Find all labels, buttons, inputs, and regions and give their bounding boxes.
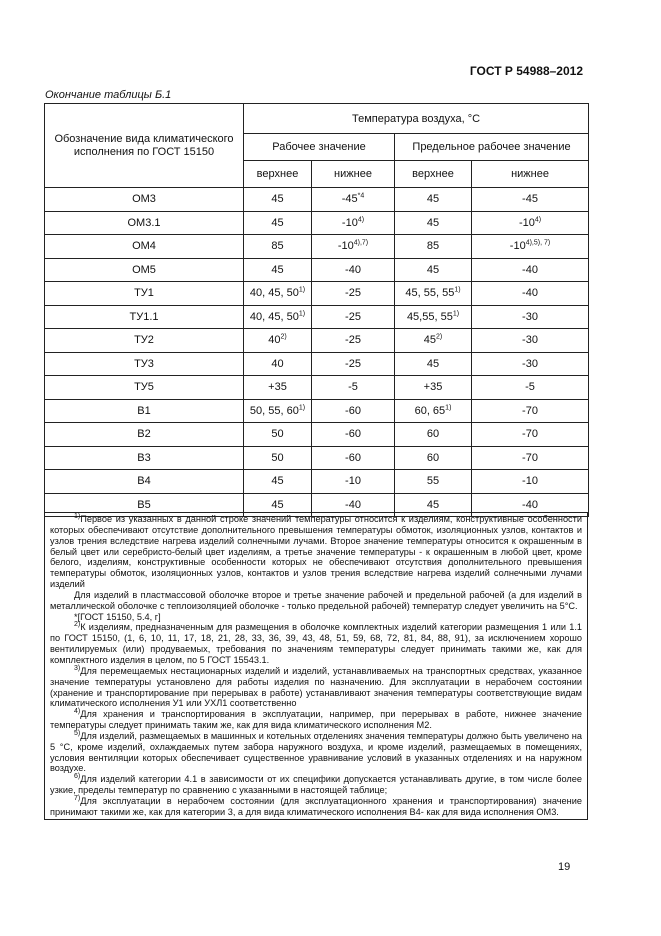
climate-type-cell: ОМ4: [45, 235, 244, 259]
limit-upper-cell: 45$^{2)}$: [395, 329, 472, 353]
working-upper-cell: 50: [244, 446, 312, 470]
working-lower-cell: -25: [312, 305, 395, 329]
limit-lower-cell: -30: [472, 329, 589, 353]
table-row: [45, 352, 589, 376]
standard-code: ГОСТ Р 54988–2012: [469, 64, 583, 78]
working-lower-cell: -45$^{*4}$: [312, 188, 395, 212]
climate-temperature-table: [44, 103, 589, 517]
table-row: [45, 329, 589, 353]
working-lower-cell: -25: [312, 352, 395, 376]
working-lower-cell: -25: [312, 329, 395, 353]
working-upper-cell: 50: [244, 423, 312, 447]
working-value-header: Рабочее значение: [244, 134, 395, 161]
working-upper-cell: +35: [244, 376, 312, 400]
working-lower-header: нижнее: [312, 161, 395, 188]
climate-type-cell: ТУ1: [45, 282, 244, 306]
limit-lower-cell: -45: [472, 188, 589, 212]
working-upper-cell: 40, 45, 50$^{1)}$: [244, 282, 312, 306]
limit-lower-cell: -10$^{4)}$: [472, 211, 589, 235]
limit-lower-cell: -40: [472, 493, 589, 517]
working-upper-header: верхнее: [244, 161, 312, 188]
climate-type-cell: ТУ5: [45, 376, 244, 400]
table-row: [45, 211, 589, 235]
table-row: [45, 376, 589, 400]
table-row: [45, 446, 589, 470]
limit-lower-cell: -40: [472, 258, 589, 282]
limit-upper-cell: 45: [395, 258, 472, 282]
air-temperature-header: Температура воздуха, °С: [244, 104, 589, 134]
footnote-1-plastic: Для изделий в пластмассовой оболочке второе и третье значение рабочей и предельной рабочей (а для изделий в металлической оболочке с теплоизоляцией оболочке - только предельной рабочей) температур следует увеличить на 5°С.: [50, 589, 582, 611]
table-caption: Окончание таблицы Б.1: [45, 89, 172, 101]
table-row: [45, 235, 589, 259]
climate-type-header: Обозначение вида климатического исполнения по ГОСТ 15150: [45, 104, 244, 188]
limit-lower-cell: -30: [472, 305, 589, 329]
page-number: 19: [558, 861, 571, 873]
climate-type-cell: В2: [45, 423, 244, 447]
footnote-6: $^{6)}$Для изделий категории 4.1 в зависимости от их специфики допускается устанавливать другие, в том числе более узкие, пределы температур по сравнению с указанными в настоящей таблице;: [50, 773, 582, 796]
limit-lower-header: нижнее: [472, 161, 589, 188]
working-lower-cell: -10$^{4)}$: [312, 211, 395, 235]
table-row: [45, 258, 589, 282]
limit-lower-cell: -10: [472, 470, 589, 494]
climate-type-cell: В3: [45, 446, 244, 470]
limit-lower-cell: -5: [472, 376, 589, 400]
working-lower-cell: -60: [312, 423, 395, 447]
limit-upper-cell: 85: [395, 235, 472, 259]
limit-lower-cell: -30: [472, 352, 589, 376]
limit-upper-cell: 55: [395, 470, 472, 494]
limit-upper-cell: 45, 55, 55$^{1)}$: [395, 282, 472, 306]
limit-lower-cell: $-10^{4),5), 7)}$: [472, 235, 589, 259]
limit-upper-cell: +35: [395, 376, 472, 400]
working-lower-cell: -40: [312, 258, 395, 282]
limit-upper-cell: 60: [395, 446, 472, 470]
climate-type-cell: ОМ5: [45, 258, 244, 282]
climate-type-cell: В1: [45, 399, 244, 423]
footnote-2: $^{2)}$К изделиям, предназначенным для размещения в оболочке комплектных изделий категории размещения 1 или 1.1 по ГОСТ 15150, (1, 6, 10, 11, 17, 18, 21, 28, 33, 36, 39, 43, 48, 51, 59, 68, 72, 81, 84, 88, 91), за исключением хорошо вентилируемых (или) продуваемых, требования по значениям температуры следует принимать такими же, как для комплектного изделия в целом, по 5 ГОСТ 15543.1.: [50, 621, 582, 665]
climate-type-cell: ОМ3: [45, 188, 244, 212]
working-upper-cell: 45: [244, 258, 312, 282]
working-lower-cell: -40: [312, 493, 395, 517]
limit-upper-header: верхнее: [395, 161, 472, 188]
climate-type-cell: ОМ3.1: [45, 211, 244, 235]
limit-lower-cell: -70: [472, 423, 589, 447]
table-footnotes: [44, 512, 588, 820]
limit-lower-cell: -70: [472, 446, 589, 470]
footnote-7: $^{7)}$Для эксплуатации в нерабочем состоянии (для эксплуатационного хранения и транспортирования) значение принимают такими же, как для категории 3, а для вида климатического исполнения В4- как для вида исполнения ОМ3.: [50, 794, 582, 817]
limit-lower-cell: -40: [472, 282, 589, 306]
limit-lower-cell: -70: [472, 399, 589, 423]
working-upper-cell: 50, 55, 60$^{1)}$: [244, 399, 312, 423]
footnote-4: $^{4)}$Для хранения и транспортирования в эксплуатации, например, при перерывах в работе, нижнее значение температуры следует принимать таким же, как для вида климатического исполнения М2.: [50, 708, 582, 731]
limit-upper-cell: 60, 65$^{1)}$: [395, 399, 472, 423]
working-upper-cell: 40$^{2)}$: [244, 329, 312, 353]
limit-upper-cell: 60: [395, 423, 472, 447]
working-lower-cell: -60: [312, 399, 395, 423]
working-lower-cell: -5: [312, 376, 395, 400]
working-upper-cell: 45: [244, 493, 312, 517]
footnote-star: *[ГОСТ 15150, 5.4, г]: [74, 611, 161, 622]
limit-upper-cell: 45,55, 55$^{1)}$: [395, 305, 472, 329]
footnote-5: $^{5)}$Для изделий, размещаемых в машинных и котельных отделениях значения температуры должно быть увеличено на 5 °С, кроме изделий, охлаждаемых путем забора наружного воздуха, и кроме изделий, размещаемых в помещениях, условия вентиляции которых обеспечивает существенное уравнивание условий в указанных отделениях и на наружном воздухе.: [50, 729, 582, 774]
climate-type-cell: ТУ1.1: [45, 305, 244, 329]
limit-upper-cell: 45: [395, 211, 472, 235]
table-row: [45, 305, 589, 329]
climate-type-cell: В5: [45, 493, 244, 517]
working-upper-cell: 40: [244, 352, 312, 376]
climate-type-cell: В4: [45, 470, 244, 494]
table-row: [45, 282, 589, 306]
working-upper-cell: 85: [244, 235, 312, 259]
working-lower-cell: $-10^{4),7)}$: [312, 235, 395, 259]
working-upper-cell: 45: [244, 470, 312, 494]
table-row: [45, 399, 589, 423]
climate-type-cell: ТУ2: [45, 329, 244, 353]
table-row: [45, 470, 589, 494]
working-lower-cell: -10: [312, 470, 395, 494]
climate-type-cell: ТУ3: [45, 352, 244, 376]
footnote-3: $^{3)}$Для перемещаемых нестационарных изделий и изделий, устанавливаемых на транспортных средствах, указанное значение температуры установлено для работы изделия по назначению. Для эксплуатации в нерабочем состоянии (хранение и транспортирование при перерывах в работе) устанавливают значения температуры соответствующие видам климатического исполнения У1 или УХЛ1 соответственно: [50, 664, 582, 709]
limit-upper-cell: 45: [395, 493, 472, 517]
table-row: [45, 423, 589, 447]
working-lower-cell: -25: [312, 282, 395, 306]
table-row: [45, 188, 589, 212]
working-upper-cell: 40, 45, 50$^{1)}$: [244, 305, 312, 329]
working-upper-cell: 45: [244, 211, 312, 235]
working-lower-cell: -60: [312, 446, 395, 470]
limit-upper-cell: 45: [395, 188, 472, 212]
footnote-1: $^{1)}$Первое из указанных в данной строке значений температуры относится к изделиям, конструктивные особенности которых обеспечивают отсутствие дополнительного превышения температуры обмоток, изоляционных узлов, контактов и узлов трения вследствие нагрева изделий солнечными лучами. Второе значение температуры относится к окрашенным в белый цвет или серебристо-белый цвет изделиям, а третье значение температуры - к окрашенным в любой цвет, кроме белого, изделиям, конструктивные особенности которых не обеспечивают отсутствия дополнительного превышения температуры обмоток, изоляционных узлов, контактов и узлов трения вследствие нагрева изделий солнечными лучами изделий: [50, 512, 582, 590]
limit-upper-cell: 45: [395, 352, 472, 376]
limit-working-value-header: Предельное рабочее значение: [395, 134, 589, 161]
working-upper-cell: 45: [244, 188, 312, 212]
